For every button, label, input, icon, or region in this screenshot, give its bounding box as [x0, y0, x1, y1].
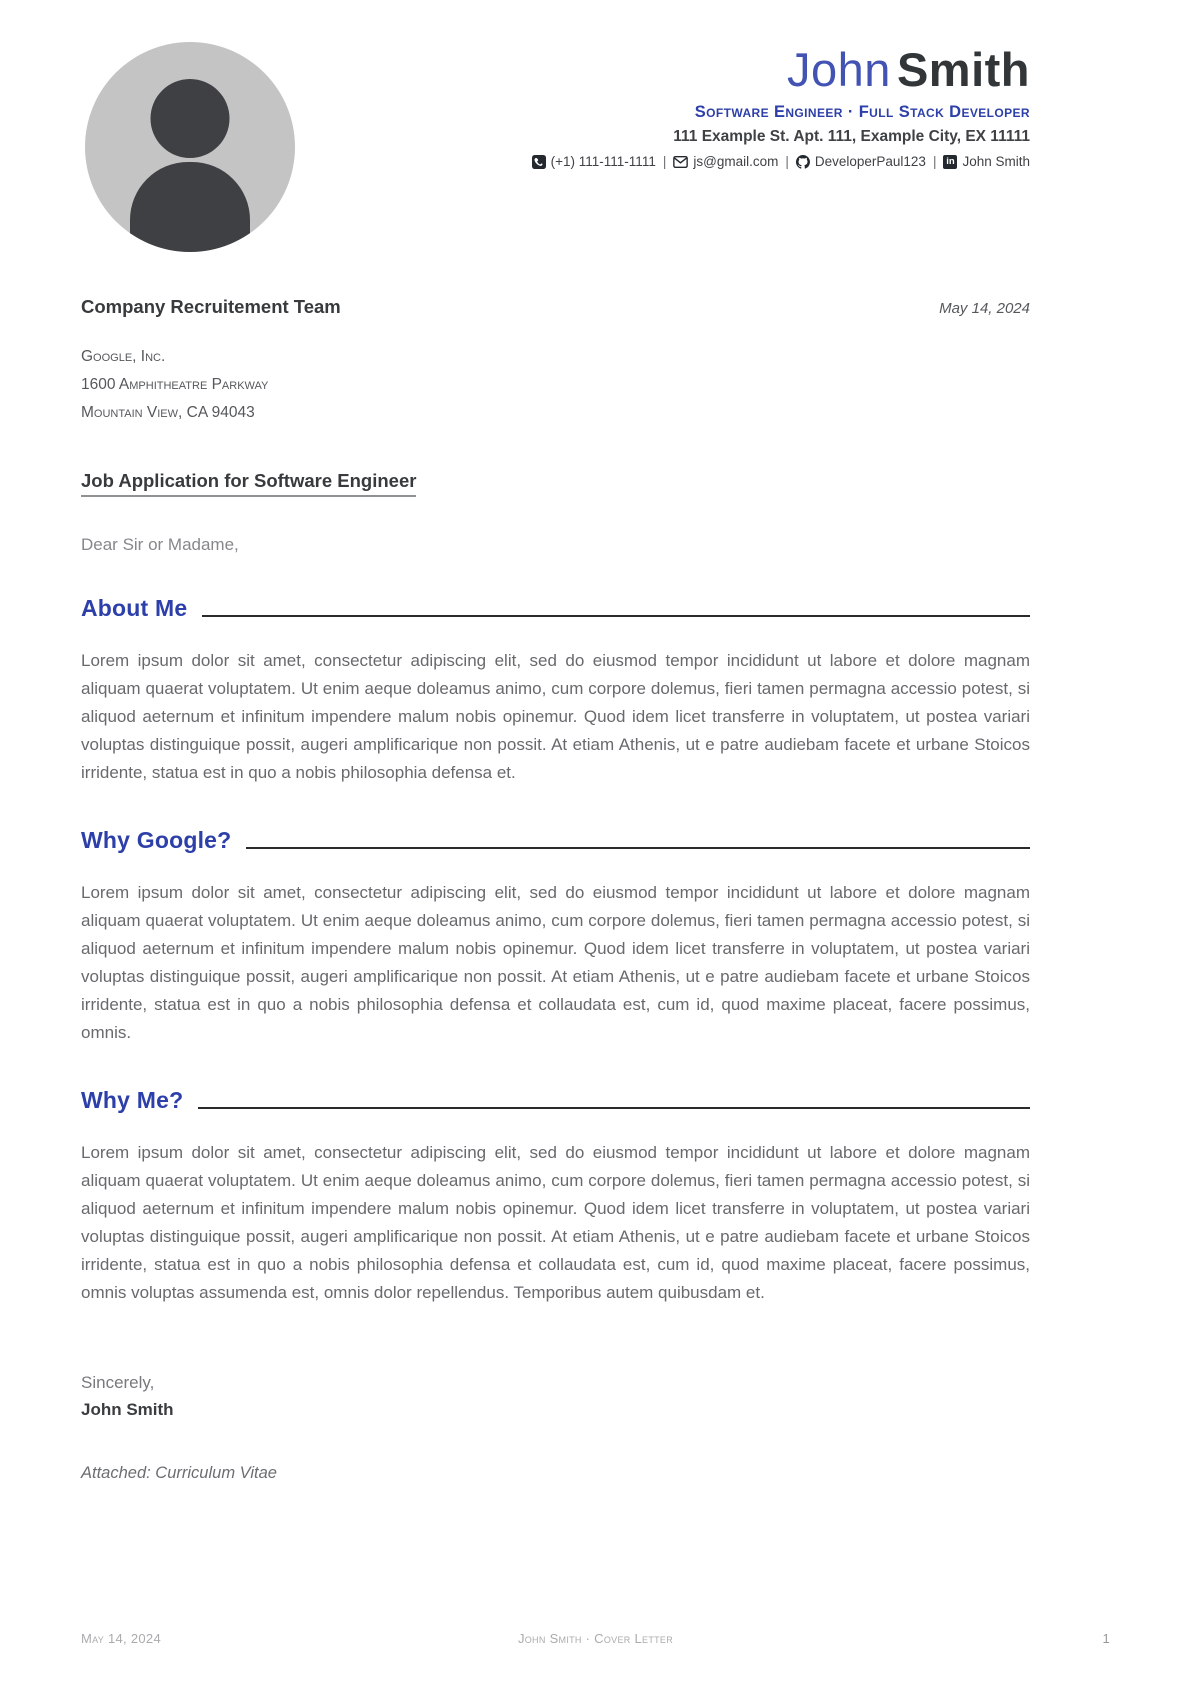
email-link[interactable] [673, 154, 778, 169]
phone-icon [532, 155, 546, 169]
subject-line: Job Application for Software Engineer [81, 470, 416, 497]
linkedin-link[interactable] [943, 154, 1030, 169]
attachment-note: Attached: Curriculum Vitae [81, 1464, 277, 1483]
footer-date: May 14, 2024 [81, 1631, 161, 1646]
section-body: Lorem ipsum dolor sit amet, consectetur adipiscing elit, sed do eiusmod tempor incididunt ut labore et dolore magnam aliquam quaerat voluptatem. Ut enim aeque doleamus animo, cum corpore dolemus, fieri tamen permagna accessio potest, si aliquod aeternum et infinitum impendere malum nobis opinemur. Quod idem licet transferre in voluptatem, ut postea variari voluptas distinguique possit, augeri amplificarique non possit. At etiam Athenis, ut e patre audiebam facete et urbane Stoicos irridente, statua est in quo a nobis philosophia defensa et collaudata est, cum id, quod maxime placeat, facere possimus, omnis voluptas assumenda est, omnis dolor repellendus. Temporibus autem quibusdam et. [81, 1143, 1030, 1303]
page-title [295, 45, 1030, 94]
company-address-block [81, 343, 1030, 428]
contact-separator: | [932, 154, 937, 170]
company-address-line1: 1600 Amphitheatre Parkway [81, 376, 269, 394]
salutation: Dear Sir or Madame, [81, 534, 239, 554]
signature: John Smith [81, 1400, 174, 1420]
person-icon-body [130, 162, 250, 252]
identity-block [295, 42, 1030, 169]
position-line: Software Engineer · Full Stack Developer [694, 103, 1030, 122]
contact-row [295, 154, 1030, 169]
company-address-line2: Mountain View, CA 94043 [81, 404, 255, 422]
section-why-me [81, 1087, 1030, 1307]
contact-separator: | [785, 154, 789, 170]
linkedin-icon: in [943, 155, 957, 169]
github-username: DeveloperPaul123 [814, 154, 926, 170]
address-line: 111 Example St. Apt. 111, Example City, EX 11111 [673, 128, 1030, 146]
section-title: About Me [81, 594, 188, 621]
section-body: Lorem ipsum dolor sit amet, consectetur adipiscing elit, sed do eiusmod tempor incididunt ut labore et dolore magnam aliquam quaerat voluptatem. Ut enim aeque doleamus animo, cum corpore dolemus, fieri tamen permagna accessio potest, si aliquod aeternum et infinitum impendere malum nobis opinemur. Quod idem licet transferre in voluptatem, ut postea variari voluptas distinguique possit, augeri amplificarique non possit. At etiam Athenis, ut e patre audiebam facete et urbane Stoicos irridente, statua est in quo a nobis philosophia defensa et collaudata est, cum id, quod maxime placeat, facere possimus, omnis. [81, 882, 1030, 1043]
phone-number: (+1) 111-111-1111 [550, 154, 656, 170]
footer-page-number: 1 [1102, 1631, 1110, 1646]
company-name: Google, Inc. [81, 348, 166, 365]
letter-date: May 14, 2024 [939, 300, 1030, 317]
section-about-me [81, 595, 1030, 787]
avatar [85, 42, 295, 252]
email-address: js@gmail.com [693, 154, 779, 170]
last-name: Smith [896, 43, 1030, 96]
section-titlebar [81, 1087, 1030, 1114]
section-title: Why Google? [81, 826, 232, 853]
header [81, 42, 1030, 252]
page-footer [81, 1631, 1110, 1646]
email-icon [673, 156, 688, 168]
contact-separator: | [662, 154, 667, 170]
phone-link[interactable] [532, 154, 656, 169]
section-rule [202, 615, 1030, 617]
section-title: Why Me? [81, 1087, 184, 1114]
recipient-row [81, 296, 1030, 318]
closing: Sincerely, [81, 1373, 155, 1393]
section-rule [198, 1107, 1030, 1109]
section-titlebar [81, 827, 1030, 854]
person-icon [151, 79, 230, 158]
linkedin-username: John Smith [962, 154, 1030, 170]
github-icon [796, 155, 810, 169]
section-rule [246, 847, 1030, 849]
first-name: John [787, 43, 891, 96]
github-link[interactable] [796, 154, 926, 169]
footer-title: John Smith · Cover Letter [517, 1631, 674, 1646]
section-titlebar [81, 595, 1030, 622]
section-why-google [81, 827, 1030, 1047]
recipient-name: Company Recruitement Team [81, 296, 341, 317]
section-body: Lorem ipsum dolor sit amet, consectetur adipiscing elit, sed do eiusmod tempor incididunt ut labore et dolore magnam aliquam quaerat voluptatem. Ut enim aeque doleamus animo, cum corpore dolemus, fieri tamen permagna accessio potest, si aliquod aeternum et infinitum impendere malum nobis opinemur. Quod idem licet transferre in voluptatem, ut postea variari voluptas distinguique possit, augeri amplificarique non possit. At etiam Athenis, ut e patre audiebam facete et urbane Stoicos irridente, statua est in quo a nobis philosophia defensa et. [81, 650, 1030, 782]
